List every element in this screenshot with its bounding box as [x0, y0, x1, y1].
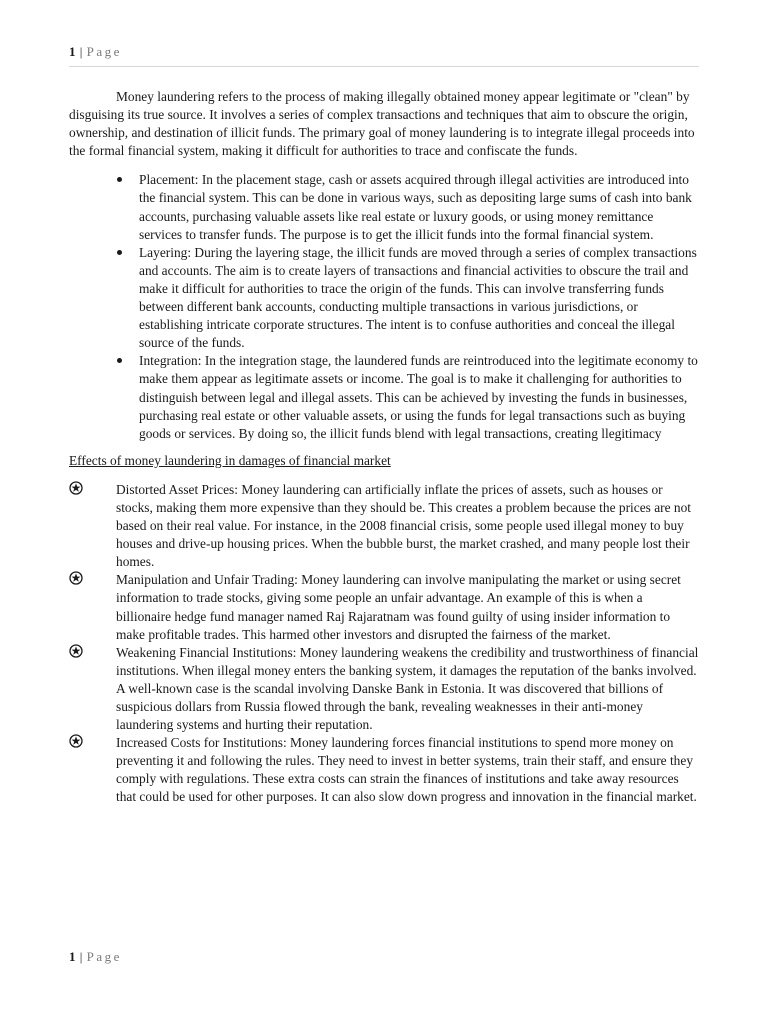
effects-list — [69, 481, 699, 807]
list-item — [69, 644, 699, 734]
list-item-text: Distorted Asset Prices: Money laundering can artificially inflate the prices of assets, such as houses or stocks, making them more expensive than they should be. This creates a problem because the prices are not based on their real value. For instance, in the 2008 financial crisis, some people used illegal money to buy houses and drive-up housing prices. When the bubble burst, the market crashed, and many people lost their homes. — [116, 481, 691, 570]
list-item-text: Integration: In the integration stage, the laundered funds are reintroduced into the legitimate economy to make them appear as legitimate assets or income. The goal is to make it challenging for authorities to distinguish between legal and illegal assets. This can be achieved by investing the funds in businesses, purchasing real estate or other valuable assets, or using the funds for legal transactions such as buying goods or services. By doing so, the illicit funds blend with legal transactions, creating llegitimacy — [139, 353, 698, 441]
bullet-icon — [117, 250, 122, 255]
list-item — [69, 571, 699, 643]
star-bullet-icon — [69, 481, 83, 495]
list-item — [69, 352, 699, 442]
section-heading: Effects of money laundering in damages of financial market — [69, 452, 391, 468]
star-bullet-icon — [69, 734, 83, 748]
list-item-text: Increased Costs for Institutions: Money laundering forces financial institutions to spend more money on preventing it and following the rules. They need to invest in better systems, train their staff, and ensure they comply with regulations. These extra costs can strain the finances of institutions and take away resources that could be used for other purposes. It can also slow down progress and innovation in the financial market. — [116, 735, 697, 805]
page-number: 1 — [69, 44, 76, 59]
page-word: Page — [86, 44, 122, 59]
list-item-text: Layering: During the layering stage, the illicit funds are moved through a series of complex transactions and accounts. The aim is to create layers of transactions and financial activities to obscure the trail and make it difficult for authorities to trace the origin of the funds. This can involve transferring funds between different bank accounts, conducting multiple transactions in various jurisdictions, or establishing intricate corporate structures. The intent is to confuse authorities and conceal the illegal source of the funds. — [139, 244, 697, 351]
intro-paragraph: Money laundering refers to the process of making illegally obtained money appear legitimate or "clean" by disguising its true source. It involves a series of complex transactions and techniques that aim to obscure the origin, ownership, and destination of illicit funds. The primary goal of money laundering is to integrate illegal proceeds into the formal financial system, making it difficult for authorities to trace and confiscate the funds. — [69, 89, 695, 159]
bullet-icon — [117, 358, 122, 363]
list-item-text: Placement: In the placement stage, cash or assets acquired through illegal activities are introduced into the financial system. This can be done in various ways, such as depositing large sums of cash into bank accounts, purchasing valuable assets like real estate or luxury goods, or using money remittance services to transfer funds. The purpose is to get the illicit funds into the formal financial system. — [139, 172, 692, 242]
document-body — [69, 88, 699, 807]
page-separator: | — [79, 44, 83, 59]
page-word: Page — [86, 949, 122, 964]
page-header — [69, 44, 699, 67]
list-item — [69, 734, 699, 806]
list-item-text: Manipulation and Unfair Trading: Money laundering can involve manipulating the market or using secret information to trade stocks, giving some people an unfair advantage. An example of this is when a billionaire hedge fund manager named Raj Rajaratnam was found guilty of using insider information to make profitable trades. This harmed other investors and disrupted the fairness of the market. — [116, 572, 681, 642]
page-footer — [69, 947, 699, 965]
star-bullet-icon — [69, 571, 83, 585]
page-number: 1 — [69, 949, 76, 964]
list-item — [69, 481, 699, 571]
star-bullet-icon — [69, 644, 83, 658]
list-item — [69, 171, 699, 243]
bullet-icon — [117, 177, 122, 182]
stages-list — [69, 171, 699, 442]
list-item-text: Weakening Financial Institutions: Money laundering weakens the credibility and trustworthiness of financial institutions. When illegal money enters the banking system, it damages the reputation of the banks involved. A well-known case is the scandal involving Danske Bank in Estonia. It was discovered that billions of suspicious dollars from Russia flowed through the bank, revealing weaknesses in their anti-money laundering systems and hurting their reputation. — [116, 644, 699, 733]
page-separator: | — [79, 949, 83, 964]
list-item — [69, 244, 699, 353]
